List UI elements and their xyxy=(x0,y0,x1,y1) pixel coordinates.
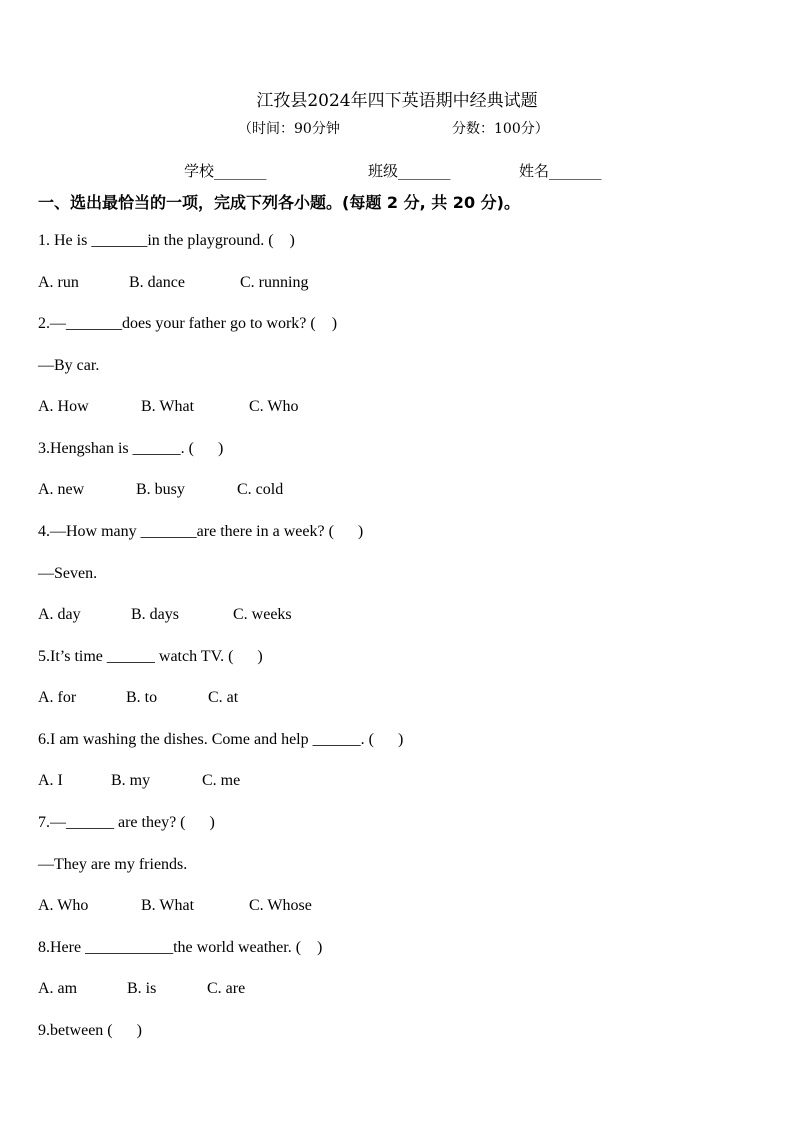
question-2: 2.—_______does your father go to work? ( ) xyxy=(38,315,338,332)
option-c: C. are xyxy=(207,980,246,997)
question-9: 9.between ( ) xyxy=(38,1022,142,1039)
option-a: A. run xyxy=(38,274,79,291)
option-c: C. Who xyxy=(249,398,299,415)
option-c: C. running xyxy=(240,274,309,291)
option-a: A. new xyxy=(38,481,85,498)
school-field: 学校_______ xyxy=(184,162,267,180)
exam-time: （时间：90分钟 xyxy=(238,121,340,137)
question-6: 6.I am washing the dishes. Come and help ______. ( ) xyxy=(38,731,404,748)
question-2-reply: —By car. xyxy=(38,357,100,374)
question-7: 7.—______ are they? ( ) xyxy=(38,814,215,831)
question-7-reply: —They are my friends. xyxy=(38,856,188,873)
option-a: A. Who xyxy=(38,897,89,914)
question-5: 5.It’s time ______ watch TV. ( ) xyxy=(38,648,263,665)
option-b: B. What xyxy=(141,897,195,914)
option-a: A. am xyxy=(38,980,78,997)
option-b: B. is xyxy=(127,980,157,997)
question-3: 3.Hengshan is ______. ( ) xyxy=(38,440,224,457)
option-a: A. day xyxy=(38,606,81,623)
question-1: 1. He is _______in the playground. ( ) xyxy=(38,232,295,249)
option-b: B. days xyxy=(131,606,179,623)
name-field: 姓名_______ xyxy=(519,162,602,180)
option-c: C. Whose xyxy=(249,897,312,914)
option-c: C. weeks xyxy=(233,606,292,623)
option-b: B. dance xyxy=(129,274,185,291)
option-a: A. I xyxy=(38,772,63,789)
option-c: C. me xyxy=(202,772,241,789)
option-b: B. my xyxy=(111,772,151,789)
question-4: 4.—How many _______are there in a week? ( ) xyxy=(38,523,364,540)
option-a: A. How xyxy=(38,398,89,415)
option-c: C. at xyxy=(208,689,239,706)
exam-score: 分数：100分） xyxy=(452,121,549,137)
option-c: C. cold xyxy=(237,481,284,498)
option-b: B. What xyxy=(141,398,195,415)
section-title: 一、选出最恰当的一项，完成下列各小题。(每题 2 分, 共 20 分)。 xyxy=(38,193,520,212)
option-b: B. busy xyxy=(136,481,185,498)
option-b: B. to xyxy=(126,689,158,706)
exam-title: 江孜县2024年四下英语期中经典试题 xyxy=(256,91,538,111)
option-a: A. for xyxy=(38,689,77,706)
class-field: 班级_______ xyxy=(368,162,451,180)
question-8: 8.Here ___________the world weather. ( ) xyxy=(38,939,323,956)
question-4-reply: —Seven. xyxy=(38,565,98,582)
